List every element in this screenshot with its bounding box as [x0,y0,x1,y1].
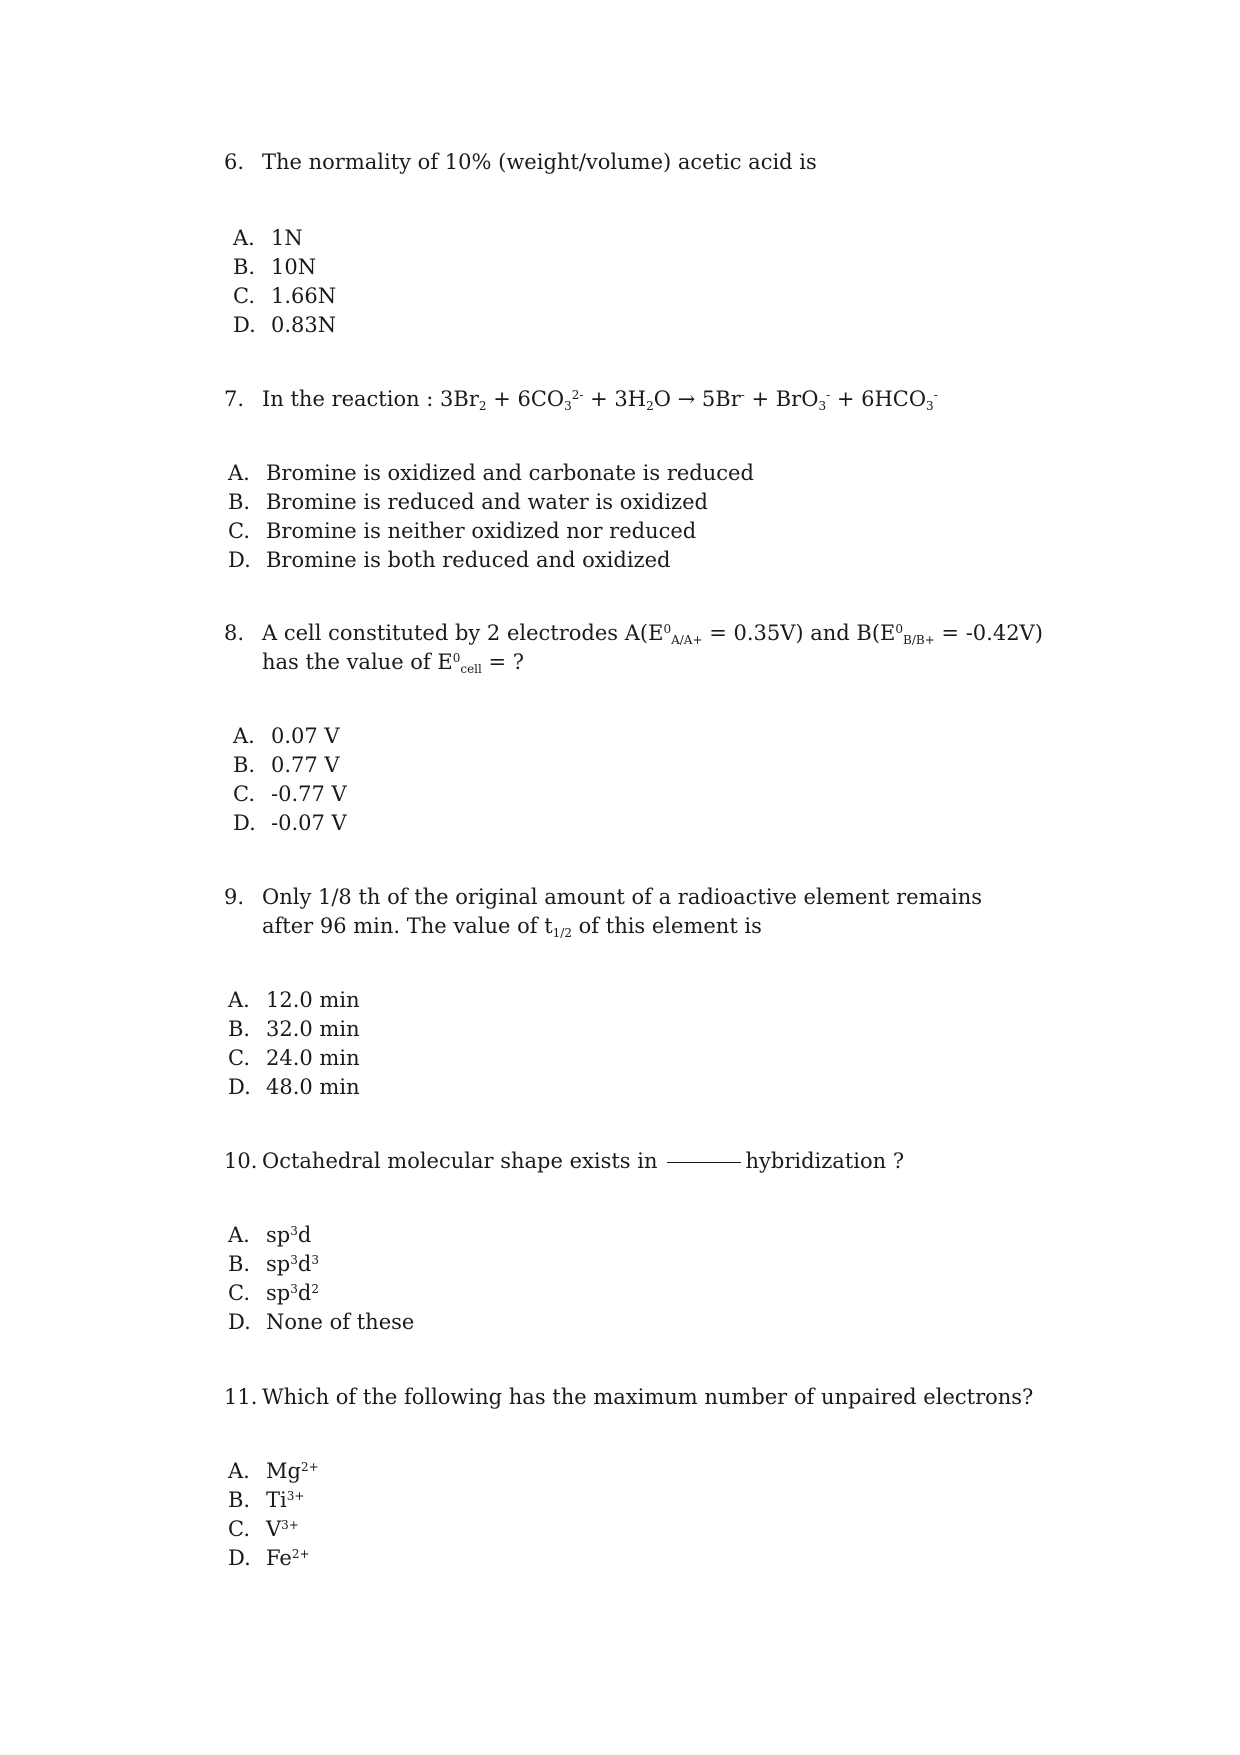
options-6 [233,224,336,340]
option-a: A. 1N [233,226,303,250]
question-text: A cell constituted by 2 electrodes $A(E^0_{A/A+} = 0.35V)$ and $B(E^0_{B/B+} = -0.42V)$ has the value of $E^0_{cell}$ = ? [262,621,1043,676]
question-7 [224,385,1064,414]
option-d: D. $Fe^{2+}$ [228,1546,310,1570]
question-text: Only 1/8 th of the original amount of a radioactive element remains after 96 min. The value of $t_{1/2}$ of this element is [262,885,983,940]
options-8 [233,722,347,838]
option-c: C. $sp^3d^2$ [228,1281,319,1305]
question-number: 8. [224,621,245,645]
option-b: B. 10N [233,255,317,279]
option-a: A. 12.0 min [228,988,360,1012]
option-b: B. $Ti^{3+}$ [228,1488,305,1512]
option-b: B. 0.77 V [233,753,340,777]
option-a: A. Bromine is oxidized and carbonate is reduced [228,461,754,485]
question-number: 6. [224,150,245,174]
question-text: In the reaction : $3Br_2 + 6CO_3^{2-} + 3H_2O \to 5Br^- + BrO_3^- + 6HCO_3^-$ [262,387,938,413]
question-text: The normality of 10% (weight/volume) acetic acid is [262,150,817,174]
question-10 [224,1147,1064,1176]
option-b: B. $sp^3d^3$ [228,1252,319,1276]
question-9 [224,883,1014,941]
option-b: B. Bromine is reduced and water is oxidized [228,490,708,514]
question-11 [224,1383,1064,1412]
option-c: C. $V^{3+}$ [228,1517,299,1541]
option-c: C. Bromine is neither oxidized nor reduced [228,519,697,543]
option-b: B. 32.0 min [228,1017,360,1041]
options-11 [228,1457,319,1573]
option-d: D. 48.0 min [228,1075,360,1099]
options-7 [228,459,754,575]
question-6 [224,148,1064,177]
answer-blank [667,1162,741,1163]
option-d: D. Bromine is both reduced and oxidized [228,548,671,572]
question-number: 11. [224,1385,258,1409]
option-a: A. 0.07 V [233,724,340,748]
option-d: D. 0.83N [233,313,337,337]
options-10 [228,1221,414,1337]
question-number: 10. [224,1149,258,1173]
question-number: 7. [224,387,245,411]
option-c: C. 1.66N [233,284,337,308]
option-c: C. 24.0 min [228,1046,360,1070]
option-a: A. $Mg^{2+}$ [228,1459,319,1483]
question-text: Octahedral molecular shape exists in hybridization ? [262,1149,905,1173]
question-8 [224,619,1064,677]
question-number: 9. [224,885,245,909]
option-c: C. -0.77 V [233,782,347,806]
question-text: Which of the following has the maximum number of unpaired electrons? [262,1385,1034,1409]
options-9 [228,986,360,1102]
option-d: D. None of these [228,1310,415,1334]
option-d: D. -0.07 V [233,811,347,835]
option-a: A. $sp^3d$ [228,1223,312,1247]
